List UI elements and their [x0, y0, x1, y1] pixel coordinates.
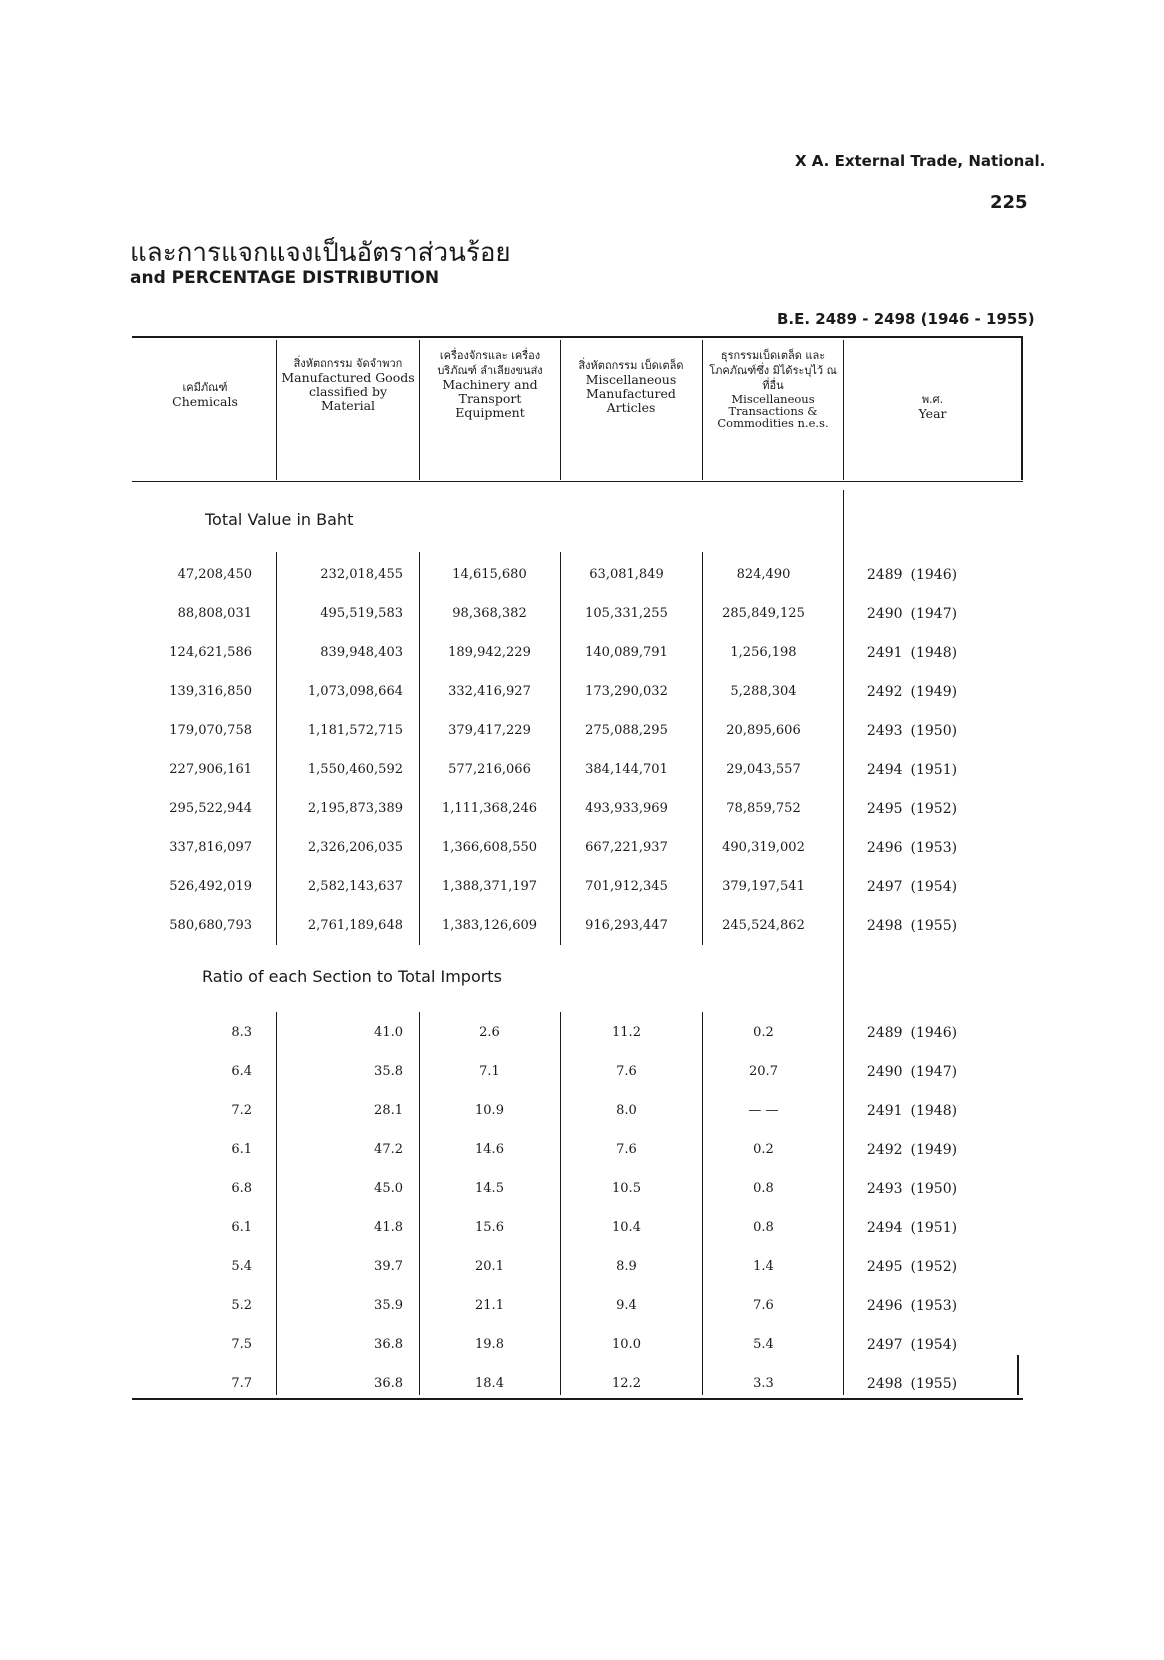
col-head-thai: สิ่งหัตถกรรม จัดจำพวก: [293, 357, 403, 370]
cell-misc-transactions: 3.3: [753, 1376, 774, 1391]
cell-misc-articles: 10.4: [612, 1220, 641, 1235]
cell-misc-transactions: 1,256,198: [730, 645, 797, 660]
year-ce: (1951): [910, 761, 958, 778]
cell-misc-transactions: 379,197,541: [722, 879, 805, 894]
cell-machinery: 7.1: [479, 1064, 500, 1079]
table-right-border: [1021, 336, 1023, 480]
cell-chemicals: 7.7: [231, 1376, 252, 1391]
cell-misc-articles: 173,290,032: [585, 684, 668, 699]
year-ce: (1954): [910, 1336, 958, 1353]
cell-machinery: 1,366,608,550: [441, 840, 538, 855]
year-be: 2495: [866, 800, 903, 817]
cell-manufactured: 2,195,873,389: [307, 801, 403, 816]
section-label-ratio: Ratio of each Section to Total Imports: [202, 967, 502, 986]
cell-misc-articles: 7.6: [616, 1142, 637, 1157]
cell-machinery: 15.6: [475, 1220, 504, 1235]
cell-year: [832, 594, 992, 633]
cell-year: [832, 633, 992, 672]
year-be: 2491: [866, 644, 903, 661]
cell-year: [832, 1247, 992, 1286]
year-be: 2492: [866, 1141, 903, 1158]
cell-machinery: 1,383,126,609: [441, 918, 538, 933]
cell-manufactured: 36.8: [374, 1337, 403, 1352]
cell-machinery: 577,216,066: [448, 762, 531, 777]
table-row: [132, 828, 992, 867]
cell-misc-articles: 9.4: [616, 1298, 637, 1313]
cell-misc-transactions: 245,524,862: [722, 918, 805, 933]
cell-manufactured: 36.8: [374, 1376, 403, 1391]
section-label-value: Total Value in Baht: [205, 510, 354, 529]
col-head-english: Chemicals: [172, 394, 238, 409]
col-sep: [276, 340, 277, 480]
year-be: 2497: [866, 878, 903, 895]
cell-year: [832, 1130, 992, 1169]
year-ce: (1950): [910, 722, 958, 739]
table-row: [132, 1130, 992, 1169]
cell-misc-articles: 7.6: [616, 1064, 637, 1079]
cell-year: [832, 1013, 992, 1052]
cell-chemicals: 6.1: [231, 1220, 252, 1235]
year-be: 2491: [866, 1102, 903, 1119]
cell-year: [832, 750, 992, 789]
cell-manufactured: 35.9: [374, 1298, 403, 1313]
year-be: 2490: [866, 605, 903, 622]
year-be: 2489: [866, 1024, 903, 1041]
cell-chemicals: 295,522,944: [169, 801, 252, 816]
cell-machinery: 21.1: [475, 1298, 504, 1313]
cell-machinery: 14.6: [475, 1142, 504, 1157]
year-ce: (1947): [910, 605, 958, 622]
cell-misc-transactions: 5,288,304: [730, 684, 797, 699]
year-ce: (1949): [910, 1141, 958, 1158]
year-ce: (1948): [910, 1102, 958, 1119]
cell-misc-articles: 8.0: [616, 1103, 637, 1118]
cell-chemicals: 7.2: [231, 1103, 252, 1118]
cell-misc-transactions: 78,859,752: [726, 801, 801, 816]
year-ce: (1955): [910, 1375, 958, 1392]
cell-chemicals: 580,680,793: [169, 918, 252, 933]
cell-misc-articles: 8.9: [616, 1259, 637, 1274]
table-row: [132, 789, 992, 828]
cell-manufactured: 2,326,206,035: [307, 840, 403, 855]
cell-misc-articles: 11.2: [612, 1025, 641, 1040]
table-row: [132, 1247, 992, 1286]
cell-chemicals: 6.4: [231, 1064, 252, 1079]
col-head-english: Year: [918, 406, 947, 421]
table-row: [132, 594, 992, 633]
cell-chemicals: 139,316,850: [169, 684, 252, 699]
cell-misc-articles: 10.5: [612, 1181, 641, 1196]
cell-machinery: 2.6: [479, 1025, 500, 1040]
table-row: [132, 1013, 992, 1052]
thai-title: และการแจกแจงเป็นอัตราส่วนร้อย: [130, 238, 511, 268]
cell-year: [832, 789, 992, 828]
table-top-rule: [132, 336, 1023, 338]
table-row: [132, 1091, 992, 1130]
year-be: 2494: [866, 761, 903, 778]
cell-year: [832, 1052, 992, 1091]
table-row: [132, 906, 992, 945]
cell-chemicals: 337,816,097: [169, 840, 252, 855]
col-sep: [560, 340, 561, 480]
year-ce: (1953): [910, 1297, 958, 1314]
cell-misc-transactions: 29,043,557: [726, 762, 801, 777]
cell-misc-articles: 10.0: [612, 1337, 641, 1352]
cell-machinery: 18.4: [475, 1376, 504, 1391]
cell-year: [832, 828, 992, 867]
table-row: [132, 1169, 992, 1208]
col-head-thai: พ.ศ.: [921, 393, 944, 406]
cell-misc-transactions: 7.6: [753, 1298, 774, 1313]
cell-machinery: 20.1: [475, 1259, 504, 1274]
year-be: 2493: [866, 1180, 903, 1197]
cell-manufactured: 2,761,189,648: [307, 918, 403, 933]
cell-manufactured: 41.8: [374, 1220, 403, 1235]
section-title: X A. External Trade, National.: [795, 152, 1046, 170]
cell-machinery: 189,942,229: [448, 645, 531, 660]
table-row: [132, 1052, 992, 1091]
cell-machinery: 379,417,229: [448, 723, 531, 738]
year-ce: (1953): [910, 839, 958, 856]
col-head-year: [850, 392, 1015, 421]
cell-year: [832, 672, 992, 711]
col-sep: [419, 340, 420, 480]
cell-misc-transactions: 490,319,002: [722, 840, 805, 855]
cell-misc-transactions: 20.7: [749, 1064, 778, 1079]
year-be: 2493: [866, 722, 903, 739]
cell-misc-transactions: 0.8: [753, 1220, 774, 1235]
col-head-misc-articles: [563, 358, 699, 415]
cell-misc-transactions: — —: [748, 1103, 779, 1118]
cell-manufactured: 35.8: [374, 1064, 403, 1079]
cell-year: [832, 1286, 992, 1325]
col-head-misc-transactions: [705, 348, 841, 429]
col-head-english: Miscellaneous Manufactured Articles: [585, 372, 677, 415]
table-right-border-bottom: [1017, 1355, 1019, 1395]
cell-manufactured: 1,073,098,664: [307, 684, 403, 699]
cell-machinery: 98,368,382: [452, 606, 527, 621]
ratio-table: [132, 1013, 992, 1403]
cell-chemicals: 526,492,019: [169, 879, 252, 894]
table-row: [132, 750, 992, 789]
cell-year: [832, 1169, 992, 1208]
year-ce: (1948): [910, 644, 958, 661]
col-head-manufactured: [280, 356, 416, 413]
col-head-english: Machinery and Transport Equipment: [442, 377, 538, 420]
table-row: [132, 1325, 992, 1364]
cell-misc-articles: 667,221,937: [585, 840, 668, 855]
cell-misc-transactions: 5.4: [753, 1337, 774, 1352]
cell-chemicals: 227,906,161: [169, 762, 252, 777]
table-row: [132, 1286, 992, 1325]
cell-misc-transactions: 0.2: [753, 1142, 774, 1157]
cell-machinery: 1,388,371,197: [441, 879, 538, 894]
year-ce: (1950): [910, 1180, 958, 1197]
cell-manufactured: 2,582,143,637: [307, 879, 403, 894]
table-row: [132, 672, 992, 711]
cell-misc-articles: 12.2: [612, 1376, 641, 1391]
col-head-thai: สิ่งหัตถกรรม เบ็ดเตล็ด: [578, 359, 684, 372]
year-be: 2496: [866, 1297, 903, 1314]
year-be: 2496: [866, 839, 903, 856]
cell-chemicals: 5.4: [231, 1259, 252, 1274]
col-head-chemicals: [140, 380, 270, 409]
cell-chemicals: 179,070,758: [169, 723, 252, 738]
year-ce: (1947): [910, 1063, 958, 1080]
cell-year: [832, 906, 992, 945]
col-sep: [702, 340, 703, 480]
table-row: [132, 711, 992, 750]
cell-chemicals: 124,621,586: [169, 645, 252, 660]
col-head-thai: ธุรกรรมเบ็ดเตล็ด และโภคภัณฑ์ซึ่ง มิได้ระบุไว้ ณ ที่อื่น: [709, 349, 837, 392]
table-row: [132, 1208, 992, 1247]
header-bottom-rule: [132, 481, 1023, 482]
col-head-thai: เคมีภัณฑ์: [182, 381, 228, 394]
cell-year: [832, 1325, 992, 1364]
cell-chemicals: 7.5: [231, 1337, 252, 1352]
year-ce: (1952): [910, 1258, 958, 1275]
cell-manufactured: 1,181,572,715: [307, 723, 403, 738]
cell-machinery: 10.9: [475, 1103, 504, 1118]
cell-misc-articles: 63,081,849: [589, 567, 664, 582]
cell-machinery: 14.5: [475, 1181, 504, 1196]
page-number: 225: [990, 192, 1028, 213]
cell-manufactured: 45.0: [374, 1181, 403, 1196]
cell-chemicals: 6.1: [231, 1142, 252, 1157]
table-row: [132, 555, 992, 594]
cell-year: [832, 1364, 992, 1403]
year-be: 2498: [866, 917, 903, 934]
year-be: 2495: [866, 1258, 903, 1275]
year-ce: (1949): [910, 683, 958, 700]
cell-manufactured: 39.7: [374, 1259, 403, 1274]
col-head-english: Manufactured Goods classified by Material: [281, 370, 415, 413]
english-title: and PERCENTAGE DISTRIBUTION: [130, 268, 440, 288]
col-sep: [843, 340, 844, 480]
cell-misc-transactions: 0.8: [753, 1181, 774, 1196]
table-row: [132, 633, 992, 672]
cell-year: [832, 1091, 992, 1130]
cell-misc-transactions: 285,849,125: [722, 606, 805, 621]
year-ce: (1954): [910, 878, 958, 895]
cell-misc-articles: 701,912,345: [585, 879, 668, 894]
cell-year: [832, 1208, 992, 1247]
year-be: 2490: [866, 1063, 903, 1080]
table-row: [132, 867, 992, 906]
cell-misc-transactions: 824,490: [736, 567, 791, 582]
cell-misc-articles: 140,089,791: [585, 645, 668, 660]
cell-machinery: 14,615,680: [452, 567, 527, 582]
col-head-thai: เครื่องจักรและ เครื่องบริภัณฑ์ ลำเลียงขนส่ง: [437, 349, 543, 377]
cell-misc-transactions: 0.2: [753, 1025, 774, 1040]
cell-misc-articles: 493,933,969: [585, 801, 668, 816]
cell-machinery: 1,111,368,246: [441, 801, 538, 816]
cell-manufactured: 1,550,460,592: [307, 762, 403, 777]
year-ce: (1951): [910, 1219, 958, 1236]
cell-misc-transactions: 20,895,606: [726, 723, 801, 738]
year-be: 2494: [866, 1219, 903, 1236]
year-be: 2492: [866, 683, 903, 700]
year-be: 2498: [866, 1375, 903, 1392]
cell-chemicals: 47,208,450: [177, 567, 252, 582]
cell-manufactured: 28.1: [374, 1103, 403, 1118]
cell-chemicals: 5.2: [231, 1298, 252, 1313]
cell-manufactured: 495,519,583: [320, 606, 403, 621]
value-table: [132, 555, 992, 945]
cell-year: [832, 867, 992, 906]
cell-machinery: 19.8: [475, 1337, 504, 1352]
cell-year: [832, 711, 992, 750]
cell-chemicals: 8.3: [231, 1025, 252, 1040]
cell-misc-articles: 105,331,255: [585, 606, 668, 621]
period-label: B.E. 2489 - 2498 (1946 - 1955): [777, 310, 1035, 328]
cell-misc-articles: 275,088,295: [585, 723, 668, 738]
cell-chemicals: 88,808,031: [177, 606, 252, 621]
year-ce: (1946): [910, 1024, 958, 1041]
cell-machinery: 332,416,927: [448, 684, 531, 699]
cell-year: [832, 555, 992, 594]
col-head-english: Miscellaneous Transactions & Commodities n.e.s.: [717, 392, 829, 430]
cell-manufactured: 47.2: [374, 1142, 403, 1157]
cell-chemicals: 6.8: [231, 1181, 252, 1196]
col-head-machinery: [422, 348, 558, 420]
year-ce: (1952): [910, 800, 958, 817]
table-row: [132, 1364, 992, 1403]
cell-misc-articles: 916,293,447: [585, 918, 668, 933]
year-ce: (1955): [910, 917, 958, 934]
cell-manufactured: 839,948,403: [320, 645, 403, 660]
cell-misc-articles: 384,144,701: [585, 762, 668, 777]
cell-manufactured: 232,018,455: [320, 567, 403, 582]
cell-manufactured: 41.0: [374, 1025, 403, 1040]
year-be: 2497: [866, 1336, 903, 1353]
year-ce: (1946): [910, 566, 958, 583]
year-be: 2489: [866, 566, 903, 583]
cell-misc-transactions: 1.4: [753, 1259, 774, 1274]
